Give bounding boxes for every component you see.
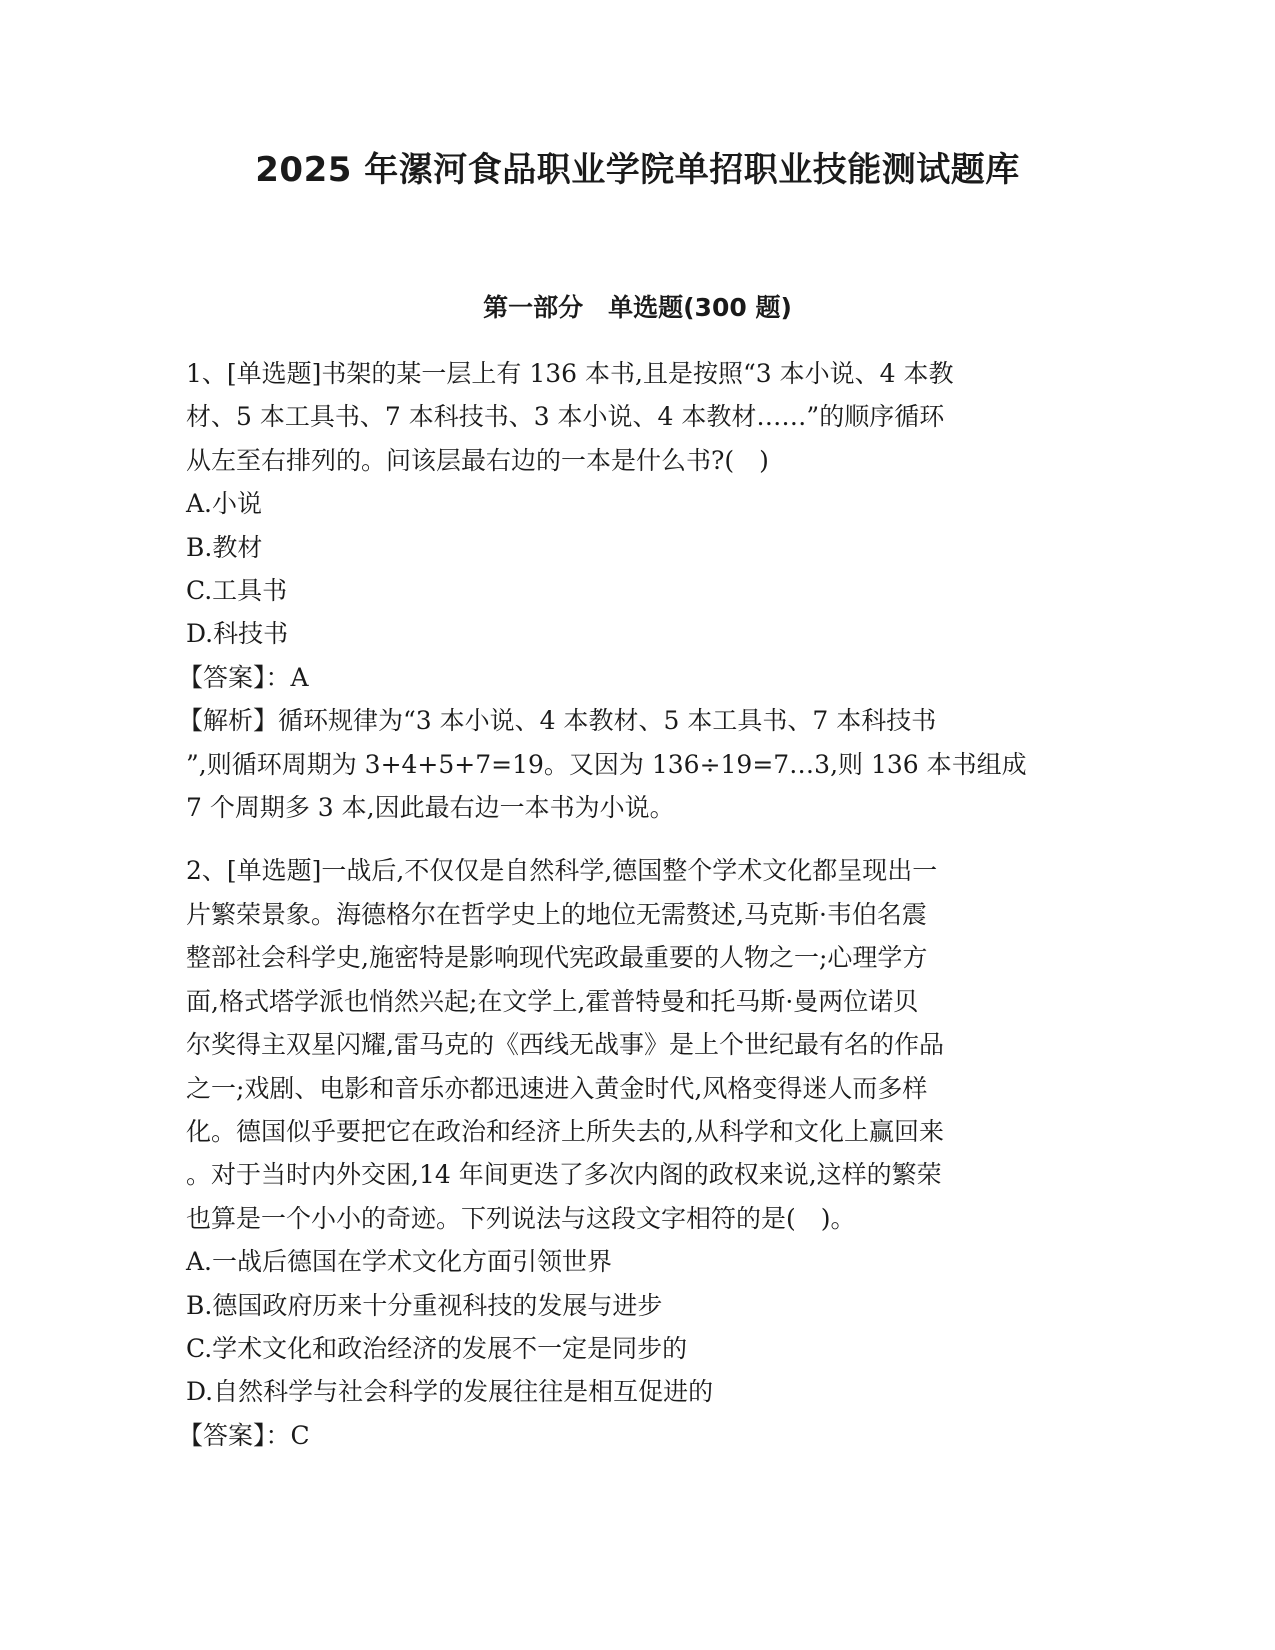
- option-b: B.德国政府历来十分重视科技的发展与进步: [186, 1290, 663, 1320]
- question-2: [178, 849, 1086, 1457]
- answer-line: [178, 656, 1086, 699]
- stem-line: 尔奖得主双星闪耀,雷马克的《西线无战事》是上个世纪最有名的作品: [186, 1030, 944, 1060]
- analysis-line: [178, 699, 1086, 742]
- stem-line: 材、5 本工具书、7 本科技书、3 本小说、4 本教材……”的顺序循环: [186, 402, 945, 432]
- question-1: [178, 352, 1086, 829]
- question-stem: [186, 352, 1086, 482]
- section-title: 第一部分 单选题(300 题): [483, 293, 792, 322]
- answer-line: [178, 1414, 1086, 1457]
- stem-line: 化。德国似乎要把它在政治和经济上所失去的,从科学和文化上赢回来: [186, 1116, 944, 1146]
- document-title: 2025 年漯河食品职业学院单招职业技能测试题库: [255, 150, 1020, 190]
- stem-line: 。对于当时内外交困,14 年间更迭了多次内阁的政权来说,这样的繁荣: [186, 1160, 942, 1190]
- option-a: A.小说: [186, 489, 263, 519]
- stem-line: 之一;戏剧、电影和音乐亦都迅速进入黄金时代,风格变得迷人而多样: [186, 1073, 928, 1103]
- analysis-label: 【解析】: [178, 706, 279, 736]
- stem-line: 整部社会科学史,施密特是影响现代宪政最重要的人物之一;心理学方: [186, 943, 928, 973]
- option-d: D.自然科学与社会科学的发展往往是相互促进的: [186, 1377, 714, 1407]
- option-b: B.教材: [186, 532, 263, 562]
- stem-line: 1、[单选题]书架的某一层上有 136 本书,且是按照“3 本小说、4 本教: [186, 359, 954, 388]
- option-c: C.工具书: [186, 576, 288, 606]
- answer-label: 【答案】: [178, 1420, 266, 1450]
- stem-line: 也算是一个小小的奇迹。下列说法与这段文字相符的是( )。: [186, 1203, 856, 1233]
- question-list: [178, 352, 1086, 1477]
- option-d: D.科技书: [186, 619, 289, 649]
- stem-line: 2、[单选题]一战后,不仅仅是自然科学,德国整个学术文化都呈现出一: [186, 856, 938, 886]
- question-stem: [186, 849, 1086, 1240]
- stem-line: 片繁荣景象。海德格尔在哲学史上的地位无需赘述,马克斯·韦伯名震: [186, 899, 927, 929]
- option-c: C.学术文化和政治经济的发展不一定是同步的: [186, 1333, 688, 1363]
- analysis-text: 7 个周期多 3 本,因此最右边一本书为小说。: [186, 793, 675, 823]
- answer-label: 【答案】: [178, 662, 266, 692]
- option-a: A.一战后德国在学术文化方面引领世界: [186, 1247, 613, 1277]
- stem-line: 面,格式塔学派也悄然兴起;在文学上,霍普特曼和托马斯·曼两位诺贝: [186, 986, 919, 1016]
- analysis-text: ”,则循环周期为 3+4+5+7=19。又因为 136÷19=7…3,则 136 本书组成: [186, 749, 1027, 779]
- analysis-text: 循环规律为“3 本小说、4 本教材、5 本工具书、7 本科技书: [278, 706, 937, 736]
- answer-value: ：A: [265, 662, 309, 692]
- stem-line: 从左至右排列的。问该层最右边的一本是什么书?( ): [186, 445, 769, 475]
- answer-value: ：C: [265, 1420, 310, 1450]
